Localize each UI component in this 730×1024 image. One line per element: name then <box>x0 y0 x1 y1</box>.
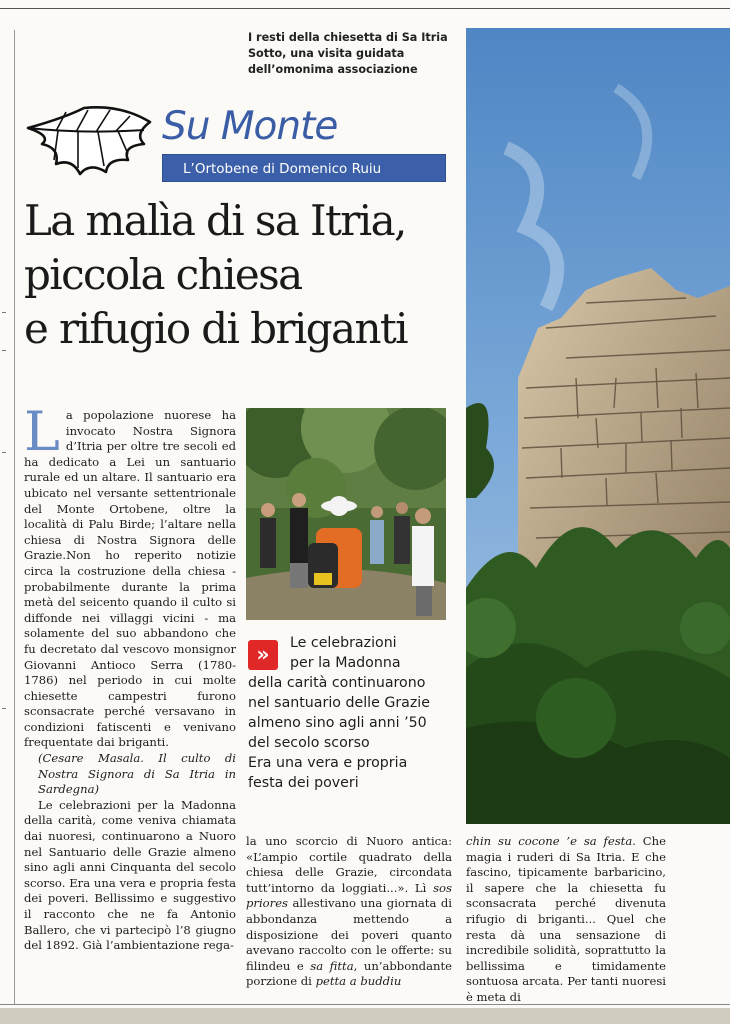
margin-tick <box>2 350 6 351</box>
top-rule <box>0 8 730 9</box>
headline-line: e rifugio di briganti <box>24 304 408 353</box>
article-column-1 <box>24 400 236 954</box>
article-paragraph-2: Le celebrazioni per la Madonna della carità, come veniva chiamata dai nuoresi, continuarono a Nuoro nel Santuario delle Grazie almeno sino agli anni Cinquanta del secolo scorso. Era una vera e propria festa dei poveri. Bellissimo e suggestivo il racconto che ne fa Antonio Ballero, che vi partecipò l’8 giugno del 1892. Già l’ambientazione rega- <box>24 797 236 953</box>
pull-quote-line: del secolo scorso <box>248 735 370 751</box>
pull-quote-line: Era una vera e propria <box>248 755 408 771</box>
column-rule <box>14 30 15 1005</box>
pull-quote-line: della carità continuarono <box>248 675 426 691</box>
group-visit-photo <box>246 408 446 620</box>
section-title: Su Monte <box>162 104 338 149</box>
article-paragraph-1: La popolazione nuorese ha invocato Nostra Signora d’Itria per oltre tre secoli ed ha dedicato a Lei un santuario rurale ed un altare. Il santuario era ubicato nel versante settentrionale del Monte Ortobene, oltre la località di Palu Birde; l’altare nella chiesa di Nostra Signora delle Grazie.Non ho reperito notizie circa la costruzione della chiesa - probabilmente durante la prima metà del seicento quando il culto si diffonde nei villaggi vicini - ma solamente del suo abbandono che fu decretato dal vescovo monsignor Giovanni Antioco Serra (1780-1786) nel periodo in cui molte chiesette campestri furono sconsacrate perché versavano in condizioni fatiscenti e venivano frequentate dai briganti. <box>24 400 236 750</box>
pull-quote-line: festa dei poveri <box>248 775 359 791</box>
quote-marker-icon: » <box>248 640 278 670</box>
article-column-3 <box>466 834 666 1006</box>
drop-cap: L <box>24 400 60 463</box>
pull-quote-line: almeno sino agli anni ’50 <box>248 715 427 731</box>
citation: (Cesare Masala. Il culto di Nostra Signora di Sa Itria in Sardegna) <box>38 751 236 797</box>
headline-line: piccola chiesa <box>24 250 302 299</box>
margin-tick <box>2 312 6 313</box>
pull-quote-line: nel santuario delle Grazie <box>248 695 430 711</box>
article-paragraph-4: chin su cocone ’e sa festa. Che magia i ruderi di Sa Itria. E che fascino, tipicamente barbaricino, il sapere che la chiesetta fu sconsacrata perché divenuta rifugio di briganti... Quel che resta dà una sensazione di incredibile solidità, soprattutto la bellissima e timidamente sontuosa arcata. Per tanti nuoresi è meta di <box>466 834 666 1004</box>
ruins-photo <box>466 28 730 824</box>
bottom-rule <box>0 1004 730 1005</box>
margin-tick <box>2 452 6 453</box>
caption-line: I resti della chiesetta di Sa Itria <box>248 31 448 44</box>
article-paragraph-3: la uno scorcio di Nuoro antica: «L’ampio cortile quadrato della chiesa delle Grazie, circondata tutt’intorno da loggiati...». Lì sos priores allestivano una giornata di abbondanza mettendo a disposizione dei poveri quanto avevano raccolto con le offerte: su filindeu e sa fitta, un’abbondante porzione di petta a buddiu <box>246 834 452 989</box>
leaf-icon <box>24 100 154 180</box>
caption-line: Sotto, una visita guidata <box>248 47 405 60</box>
pull-quote <box>248 633 458 793</box>
page-footer-band <box>0 1008 730 1024</box>
pull-quote-line: per la Madonna <box>290 655 401 671</box>
headline <box>24 194 464 356</box>
photo-caption <box>248 30 458 78</box>
article-column-2 <box>246 834 452 990</box>
headline-line: La malìa di sa Itria, <box>24 196 406 245</box>
pull-quote-line: Le celebrazioni <box>290 635 397 651</box>
caption-line: dell’omonima associazione <box>248 63 418 76</box>
margin-tick <box>2 708 6 709</box>
byline: L’Ortobene di Domenico Ruiu <box>162 154 446 182</box>
